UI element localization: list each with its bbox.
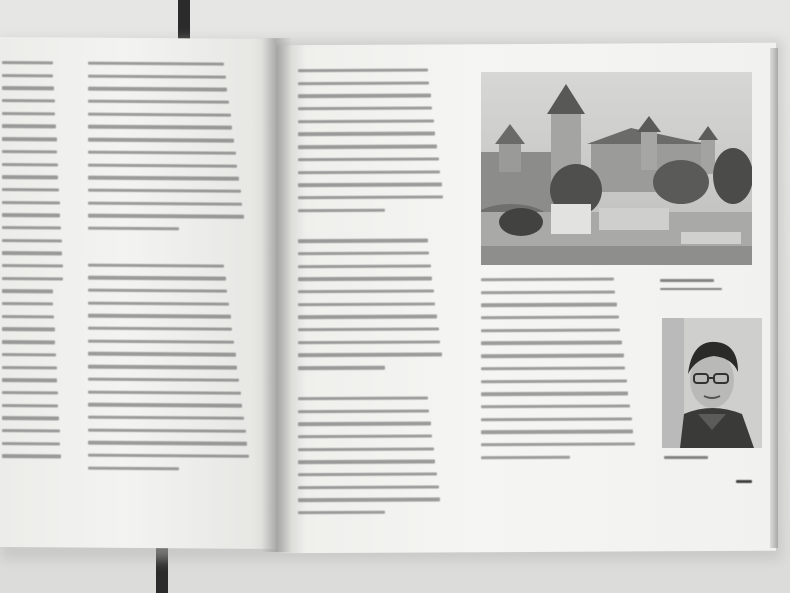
text-line: [2, 315, 54, 319]
page-number-line: [736, 480, 752, 483]
text-line: [2, 163, 58, 167]
left-page: [0, 37, 276, 549]
text-line: [88, 100, 229, 104]
text-line: [298, 289, 434, 293]
castle-illustration: [481, 72, 752, 265]
text-line: [298, 208, 385, 212]
text-line: [88, 227, 179, 231]
portrait-caption: [664, 456, 724, 459]
text-line: [2, 213, 60, 217]
text-line: [88, 466, 179, 470]
text-line: [88, 163, 237, 167]
text-line: [88, 214, 244, 218]
text-line: [2, 251, 62, 255]
text-line: [298, 328, 439, 332]
text-line: [88, 327, 232, 331]
text-line: [298, 264, 431, 268]
paragraph-gap: [88, 239, 254, 264]
text-line: [88, 339, 234, 343]
text-line: [481, 366, 625, 370]
text-line: [298, 498, 440, 502]
text-line: [88, 377, 239, 381]
text-line: [88, 263, 224, 267]
text-line: [298, 302, 435, 306]
portrait-illustration: [662, 318, 762, 448]
text-line: [481, 278, 614, 282]
text-line: [2, 302, 53, 306]
portrait-photo: [662, 318, 762, 448]
text-line: [298, 107, 432, 111]
text-line: [481, 442, 635, 446]
text-line: [88, 87, 227, 91]
text-line: [481, 404, 630, 408]
text-line: [298, 132, 435, 136]
text-line: [2, 378, 57, 382]
caption-line: [660, 288, 722, 291]
left-column-a: [2, 61, 64, 467]
text-line: [298, 315, 437, 319]
text-line: [298, 422, 431, 426]
text-line: [88, 365, 237, 369]
text-line: [88, 150, 236, 154]
text-line: [2, 277, 63, 281]
text-line: [2, 404, 58, 408]
text-line: [298, 396, 428, 400]
text-line: [88, 176, 239, 180]
text-line: [298, 81, 429, 85]
paragraph-gap: [298, 221, 456, 240]
text-line: [88, 62, 224, 66]
text-line: [298, 353, 442, 357]
text-line: [88, 201, 242, 205]
text-line: [2, 74, 53, 78]
text-line: [298, 472, 437, 476]
text-line: [2, 99, 55, 103]
text-line: [88, 403, 242, 407]
text-line: [298, 119, 434, 123]
text-line: [2, 442, 60, 446]
text-line: [88, 428, 246, 432]
text-line: [481, 341, 622, 345]
text-line: [298, 447, 434, 451]
text-line: [88, 314, 231, 318]
text-line: [2, 137, 57, 141]
text-line: [88, 352, 236, 356]
text-line: [2, 454, 61, 458]
text-line: [2, 416, 59, 420]
text-line: [298, 183, 442, 187]
text-line: [298, 145, 437, 149]
paragraph-gap: [298, 378, 456, 397]
text-line: [481, 430, 633, 434]
text-line: [88, 125, 232, 129]
text-line: [2, 61, 53, 65]
text-line: [88, 390, 241, 394]
text-line: [481, 316, 619, 320]
text-line: [88, 138, 234, 142]
text-line: [2, 86, 54, 90]
text-line: [88, 189, 241, 193]
text-line: [2, 201, 60, 205]
page-number-mark: [736, 480, 756, 483]
text-line: [2, 366, 57, 370]
text-line: [298, 157, 439, 161]
text-line: [481, 290, 615, 294]
text-line: [298, 94, 431, 98]
castle-caption: [660, 279, 740, 290]
text-line: [2, 327, 55, 331]
text-line: [2, 429, 60, 433]
text-line: [2, 289, 53, 293]
text-line: [481, 417, 632, 421]
text-line: [2, 391, 58, 395]
caption-line: [664, 456, 708, 459]
text-line: [481, 328, 620, 332]
text-line: [2, 188, 59, 192]
right-column-b: [481, 277, 643, 468]
text-line: [298, 170, 440, 174]
text-line: [298, 434, 432, 438]
text-line: [2, 150, 57, 154]
text-line: [298, 69, 428, 73]
text-line: [481, 455, 570, 459]
caption-line: [660, 279, 714, 282]
text-line: [2, 264, 63, 268]
text-line: [2, 226, 61, 230]
text-line: [2, 175, 58, 179]
text-line: [298, 409, 429, 413]
book-gutter: [262, 38, 292, 552]
text-line: [298, 485, 439, 489]
text-line: [2, 112, 55, 116]
text-line: [481, 392, 628, 396]
text-line: [88, 416, 244, 420]
text-line: [88, 74, 226, 78]
text-line: [298, 460, 435, 464]
text-line: [88, 112, 231, 116]
text-line: [88, 289, 227, 293]
text-line: [2, 124, 56, 128]
text-line: [298, 195, 443, 199]
text-line: [481, 303, 617, 307]
text-line: [298, 277, 432, 281]
castle-photo: [481, 72, 752, 265]
text-line: [298, 511, 385, 515]
left-column-b: [88, 62, 254, 480]
text-line: [298, 239, 428, 243]
text-line: [298, 366, 385, 370]
text-line: [2, 353, 56, 357]
text-line: [88, 301, 229, 305]
text-line: [2, 239, 62, 243]
page-edge: [770, 48, 778, 548]
text-line: [88, 454, 249, 459]
text-line: [481, 354, 624, 358]
text-line: [88, 441, 247, 446]
right-column-a: [298, 68, 456, 524]
text-line: [88, 276, 226, 280]
text-line: [298, 340, 440, 344]
text-line: [481, 379, 627, 383]
text-line: [2, 340, 55, 344]
text-line: [298, 251, 429, 255]
